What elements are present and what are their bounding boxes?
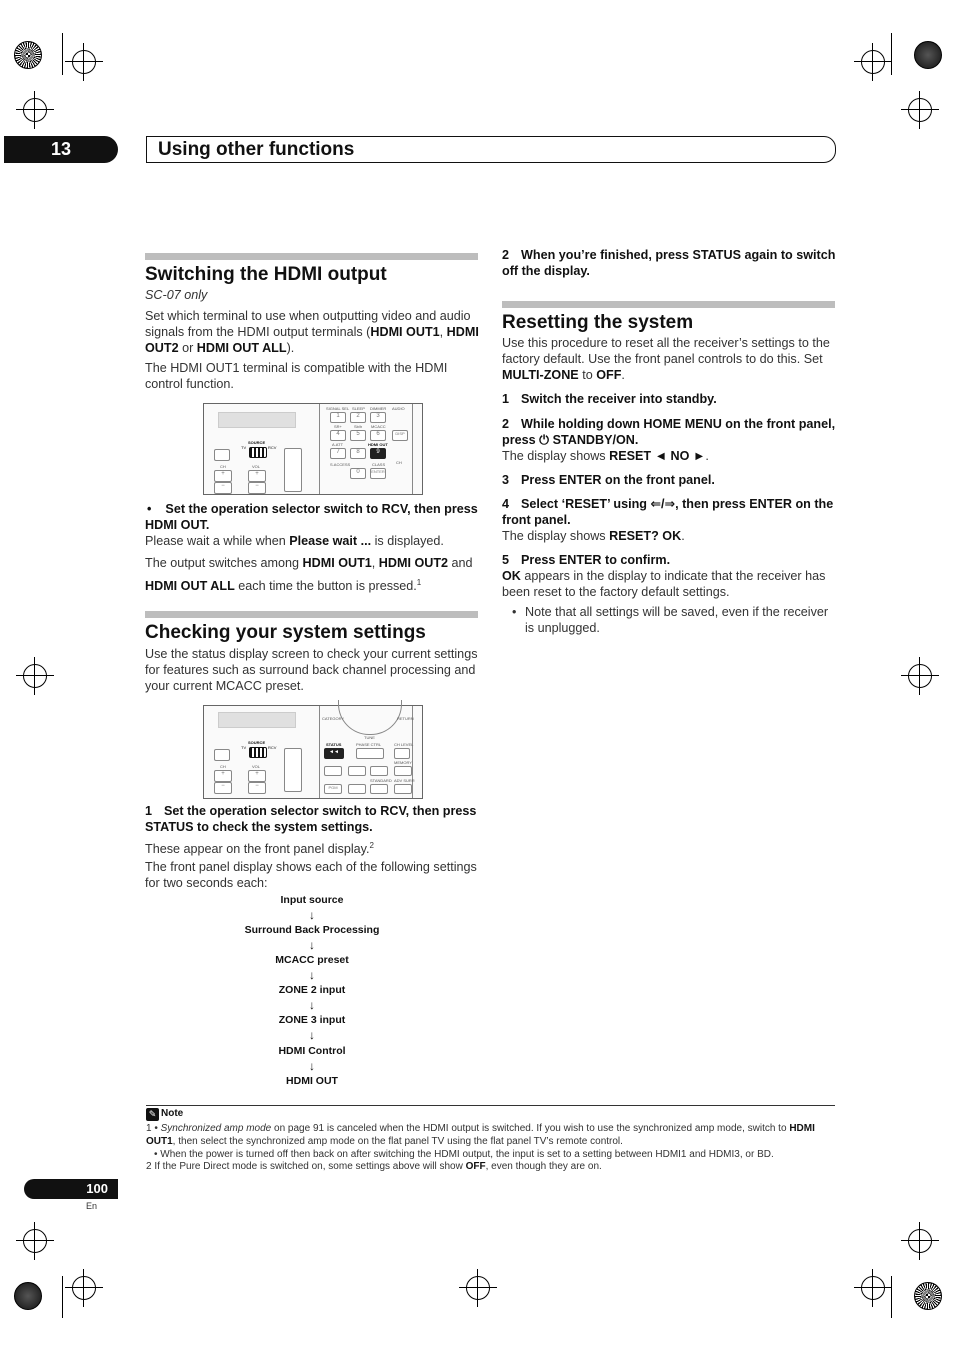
registration-sunburst-icon: [14, 41, 42, 69]
status-button[interactable]: ◄◄: [324, 748, 344, 759]
step-number: 2: [502, 417, 510, 431]
please-wait-paragraph: [145, 533, 479, 549]
digit-7-button[interactable]: 7: [330, 448, 346, 459]
rcv-label: RCV: [268, 745, 277, 750]
digit-3-button[interactable]: 3: [370, 412, 386, 423]
text: each time the button is pressed.: [234, 579, 417, 594]
vol-down-button[interactable]: −: [248, 782, 266, 794]
reset-step-2-display: [502, 448, 709, 464]
text-bold: Please wait ...: [289, 534, 372, 548]
text-bold: HDMI OUT1: [302, 556, 372, 570]
step-number: 1: [145, 804, 153, 818]
text: Please wait a while when: [145, 534, 290, 548]
registration-sunburst-icon: [914, 1282, 942, 1310]
down-arrow-icon: ↓: [309, 998, 315, 1012]
text: The display shows: [502, 529, 610, 543]
return-label: RETURN: [397, 716, 414, 721]
text-bold: OFF: [596, 368, 622, 382]
crosshair-icon: [23, 664, 47, 688]
hdmi-step: [145, 501, 481, 533]
text: Set the operation selector switch to RCV, then press STATUS to check the system settings.: [145, 804, 477, 834]
text: .: [681, 529, 685, 543]
crosshair-icon: [861, 50, 885, 74]
tune-label: TUNE: [364, 735, 375, 740]
pause-button[interactable]: [348, 784, 366, 794]
section-bar: [502, 301, 835, 308]
text: Set the operation selector switch to RCV, then press HDMI OUT.: [145, 502, 478, 532]
crosshair-icon: [861, 1276, 885, 1300]
down-arrow-icon: ↓: [309, 968, 315, 982]
cursor-dial[interactable]: [338, 700, 402, 735]
audio-label: AUDIO: [392, 406, 405, 411]
crop-line: [62, 1276, 63, 1318]
text: on page 91 is canceled when the HDMI output is switched. If you wish to use the synchronized amp mode, switch to: [271, 1123, 790, 1134]
note-divider: [146, 1105, 835, 1106]
ff-button[interactable]: [370, 766, 388, 776]
text: These appear on the front panel display.: [145, 842, 370, 857]
digit-1-button[interactable]: 1: [330, 412, 346, 423]
crosshair-icon: [23, 98, 47, 122]
text-bold: HDMI OUT2: [378, 556, 449, 570]
flow-item: ZONE 2 input: [278, 984, 346, 996]
adv-surr-label: ADV SURR: [394, 778, 415, 783]
reset-step-5-result: [502, 568, 836, 600]
model-note: SC-07 only: [145, 288, 208, 302]
registration-dot-icon: [914, 41, 942, 69]
text: Set which terminal to use when outputting video and audio signals from the HDMI output terminals (: [145, 309, 471, 339]
footnote-2: [146, 1160, 838, 1173]
section-bar: [145, 253, 478, 260]
ch-label: CH: [220, 464, 226, 469]
crosshair-icon: [72, 50, 96, 74]
pgm-button[interactable]: PGM: [324, 784, 342, 794]
vol-down-button[interactable]: −: [248, 482, 266, 494]
text-bold: HDMI OUT1: [370, 325, 440, 339]
text-bold: OK: [502, 569, 521, 583]
text: , then select the synchronized amp mode on the flat panel TV using the flat panel TV’s remote control.: [172, 1136, 623, 1147]
digit-2-button[interactable]: 2: [350, 412, 366, 423]
standard-label: STANDARD: [370, 778, 392, 783]
two-seconds-paragraph: The front panel display shows each of the following settings for two seconds each:: [145, 860, 477, 890]
category-label: CATEGORY: [322, 716, 345, 721]
text-bold: MULTI-ZONE: [502, 368, 579, 382]
adv-surr-button[interactable]: [394, 784, 412, 794]
language-code: En: [86, 1201, 98, 1211]
step-number: 5: [502, 553, 510, 567]
memory-button[interactable]: [394, 766, 412, 776]
flow-item: Surround Back Processing: [244, 924, 380, 936]
dimmer-label: DIMMER: [370, 406, 387, 411]
text-bold: RESET? OK: [609, 529, 682, 543]
crosshair-icon: [908, 1229, 932, 1253]
footnote-ref: 1: [416, 578, 422, 587]
text: ).: [286, 341, 295, 355]
ch-down-button[interactable]: −: [214, 782, 232, 794]
text: 2 If the Pure Direct mode is switched on, some settings above will show: [146, 1161, 466, 1172]
text-italic: Synchronized amp mode: [160, 1123, 272, 1134]
ch-label: CH: [396, 460, 402, 465]
status-label: STATUS: [326, 742, 342, 747]
footnote-ref: 2: [369, 841, 374, 850]
text: appears in the display to indicate that the receiver has been reset to the factory default settings.: [502, 569, 826, 599]
power-button[interactable]: [214, 449, 230, 461]
text: or: [178, 341, 197, 355]
down-arrow-icon: ↓: [309, 1028, 315, 1042]
operation-selector-switch[interactable]: [249, 747, 267, 758]
crosshair-icon: [466, 1276, 490, 1300]
remote-illustration-hdmi: [203, 403, 423, 495]
vol-label: VOL: [252, 464, 261, 469]
ch-label: CH: [220, 764, 226, 769]
text-bold: OFF: [465, 1161, 486, 1172]
sr-label: SR+: [334, 424, 342, 429]
digit-5-button[interactable]: 5: [350, 430, 366, 441]
output-switch-paragraph: [145, 554, 479, 596]
reset-step-2: [502, 416, 836, 448]
a-att-label: A.ATT: [332, 442, 344, 447]
step-number: 3: [502, 473, 510, 487]
text: and: [448, 556, 473, 570]
source-label: SOURCE: [248, 440, 266, 445]
sbh-label: Sb/h: [354, 424, 363, 429]
step-number: 4: [502, 497, 510, 511]
crosshair-icon: [908, 98, 932, 122]
text: When you’re finished, press STATUS again to switch off the display.: [502, 248, 836, 278]
text: ,: [439, 325, 447, 339]
section-title-reset: Resetting the system: [502, 312, 694, 333]
reset-paragraph: [502, 335, 836, 383]
flow-item: MCACC preset: [275, 954, 349, 966]
text: , even though they are on.: [485, 1161, 602, 1172]
hdmi-out-button[interactable]: 9: [370, 448, 386, 459]
vol-label: VOL: [252, 764, 261, 769]
text-bold: HDMI OUT2: [145, 325, 479, 355]
step-number: 1: [502, 392, 510, 406]
bullet: •: [512, 605, 517, 619]
page-number: 100: [24, 1179, 118, 1199]
text: While holding down HOME MENU on the front panel, press ⏻ STANDBY/ON.: [502, 417, 836, 447]
enter-button[interactable]: ENTER: [370, 468, 386, 479]
reset-step-5: [502, 552, 836, 568]
remote-display: [218, 712, 296, 728]
front-panel-paragraph: [145, 838, 374, 857]
remote-divider: [412, 404, 413, 494]
crop-line: [62, 33, 63, 75]
memory-label: MEMORY: [394, 760, 412, 765]
vol-up-button[interactable]: +: [248, 470, 266, 482]
digit-0-button[interactable]: 0: [350, 468, 366, 479]
crosshair-icon: [23, 1229, 47, 1253]
text: Use this procedure to reset all the receiver’s settings to the factory default. Use the front panel controls to do this. Set: [502, 336, 830, 366]
section-title-check: Checking your system settings: [145, 622, 426, 643]
text-bold: RESET ◄ NO ►: [609, 449, 706, 463]
bullet: •: [147, 502, 152, 516]
s-access-label: S.ACCESS: [330, 462, 351, 467]
down-arrow-icon: ↓: [309, 1059, 315, 1073]
check-paragraph: Use the status display screen to check your current settings for features such as surround back channel processing and your current MCACC preset.: [145, 647, 478, 693]
text-bold: HDMI OUT1: [146, 1123, 815, 1147]
reset-bullet: [512, 604, 832, 636]
rewind-button[interactable]: [324, 766, 342, 776]
power-button[interactable]: [214, 749, 230, 761]
text: The output switches among: [145, 556, 303, 570]
text: Note that all settings will be saved, even if the receiver is unplugged.: [525, 605, 829, 635]
ch-up-button[interactable]: +: [214, 770, 232, 782]
crosshair-icon: [908, 664, 932, 688]
tv-label: TV: [241, 745, 247, 750]
play-button[interactable]: [356, 748, 384, 759]
remote-display: [218, 412, 296, 428]
flow-item: Input source: [280, 894, 344, 906]
main-vol-rocker[interactable]: [284, 448, 302, 492]
operation-selector-switch[interactable]: [249, 447, 267, 458]
text: to: [578, 368, 597, 382]
flow-item: HDMI Control: [278, 1045, 346, 1057]
hdmi-compat-paragraph: The HDMI OUT1 terminal is compatible with the HDMI control function.: [145, 361, 448, 391]
tv-label: TV: [241, 445, 247, 450]
hdmi-out-label: HDMI OUT: [368, 442, 388, 447]
section-bar: [145, 611, 478, 618]
crosshair-icon: [72, 1276, 96, 1300]
check-step-2: [502, 247, 836, 279]
down-arrow-icon: ↓: [309, 938, 315, 952]
crop-line: [891, 1276, 892, 1318]
footnote-1b: • When the power is turned off then back on after switching the HDMI output, the input is set to a setting between HDMI1 and HDMI3, or BD.: [154, 1149, 774, 1160]
remote-divider: [319, 404, 320, 494]
section-title-hdmi: Switching the HDMI output: [145, 264, 387, 285]
reset-step-4: [502, 496, 836, 528]
text-bold: HDMI OUT ALL: [145, 579, 235, 594]
reset-step-4-display: [502, 528, 685, 544]
text: Select ‘RESET’ using ⇐/⇒, then press ENTER on the front panel.: [502, 497, 834, 527]
text: .: [705, 449, 709, 463]
text: Switch the receiver into standby.: [521, 392, 717, 406]
chapter-number: 13: [4, 136, 118, 163]
down-arrow-icon: ↓: [309, 908, 315, 922]
hdmi-paragraph: [145, 308, 479, 356]
ch-down-button[interactable]: −: [214, 482, 232, 494]
registration-dot-icon: [14, 1282, 42, 1310]
text: Press ENTER on the front panel.: [521, 473, 715, 487]
crop-line: [891, 33, 892, 75]
footnote-1: [146, 1122, 838, 1148]
disp-button[interactable]: DISP: [392, 430, 408, 441]
signal-sel-label: SIGNAL SEL: [326, 406, 350, 411]
standard-button[interactable]: [370, 784, 388, 794]
ch-level-button[interactable]: [394, 748, 410, 759]
ch-level-label: CH LEVEL: [394, 742, 414, 747]
vol-up-button[interactable]: +: [248, 770, 266, 782]
text: Press ENTER to confirm.: [521, 553, 671, 567]
note-icon: ✎: [146, 1108, 159, 1121]
text: The display shows: [502, 449, 610, 463]
mcacc-label: MCACC: [371, 424, 386, 429]
flow-item: ZONE 3 input: [278, 1014, 346, 1026]
text: ,: [371, 556, 379, 570]
remote-illustration-status: [203, 705, 423, 799]
reset-step-1: [502, 391, 836, 407]
remote-divider: [319, 706, 320, 798]
main-vol-rocker[interactable]: [284, 748, 302, 792]
sleep-label: SLEEP: [352, 406, 365, 411]
text: 1 •: [146, 1123, 158, 1134]
stop-button[interactable]: [348, 766, 366, 776]
digit-8-button[interactable]: 8: [350, 448, 366, 459]
ch-up-button[interactable]: +: [214, 470, 232, 482]
text: .: [621, 368, 625, 382]
note-title: Note: [161, 1108, 184, 1119]
class-label: CLASS: [372, 462, 386, 467]
digit-6-button[interactable]: 6: [370, 430, 386, 441]
text-bold: HDMI OUT ALL: [196, 341, 287, 355]
check-step-1: [145, 803, 481, 835]
text: is displayed.: [371, 534, 444, 548]
phase-ctrl-label: PHASE CTRL: [356, 742, 382, 747]
digit-4-button[interactable]: 4: [330, 430, 346, 441]
source-label: SOURCE: [248, 740, 266, 745]
chapter-title: Using other functions: [158, 139, 355, 160]
step-number: 2: [502, 248, 510, 262]
flow-item: HDMI OUT: [286, 1075, 338, 1087]
rcv-label: RCV: [268, 445, 277, 450]
reset-step-3: [502, 472, 836, 488]
